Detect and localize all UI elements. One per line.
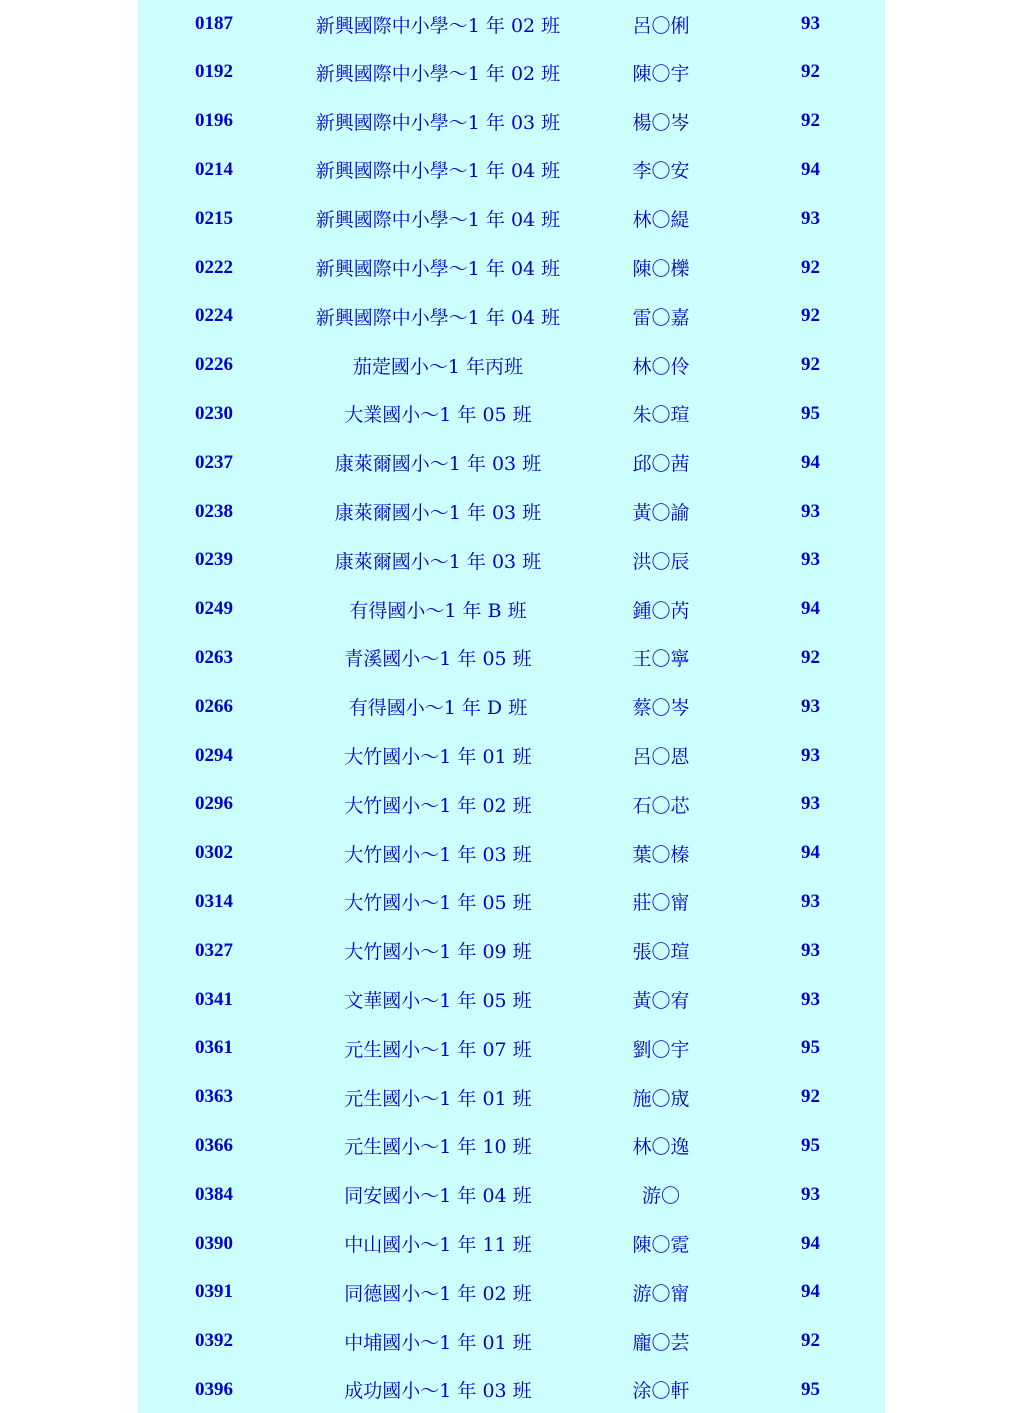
student-id-cell: 0215 (195, 207, 233, 229)
table-row (138, 926, 885, 975)
table-row (138, 487, 885, 536)
school-class-cell: 康萊爾國小～1 年 03 班 (334, 453, 542, 476)
school-class-cell: 文華國小～1 年 05 班 (344, 990, 532, 1013)
school-class-cell: 新興國際中小學～1 年 03 班 (315, 111, 561, 134)
student-name-cell: 林〇伶 (632, 355, 690, 378)
student-id-cell: 0396 (195, 1378, 233, 1400)
table-row (138, 1317, 885, 1366)
student-id-cell: 0314 (195, 890, 233, 912)
school-class-cell: 有得國小～1 年 D 班 (348, 697, 528, 720)
student-id-cell: 0392 (195, 1330, 233, 1352)
student-name-cell: 劉〇宇 (632, 1038, 690, 1061)
student-id-cell: 0327 (195, 939, 233, 961)
score-cell: 93 (801, 13, 820, 34)
table-row (138, 243, 885, 292)
table-row (138, 292, 885, 341)
table-row (138, 829, 885, 878)
student-name-cell: 蔡〇岑 (632, 697, 690, 720)
score-cell: 92 (801, 256, 820, 278)
table-row (138, 878, 885, 927)
score-cell: 93 (801, 793, 820, 815)
student-name-cell: 龐〇芸 (632, 1331, 690, 1354)
school-class-cell: 新興國際中小學～1 年 04 班 (315, 306, 561, 329)
student-name-cell: 陳〇宇 (632, 62, 690, 85)
results-table (138, 0, 885, 1413)
student-name-cell: 涂〇軒 (632, 1380, 690, 1403)
school-class-cell: 新興國際中小學～1 年 04 班 (315, 209, 561, 232)
student-name-cell: 施〇宬 (632, 1087, 690, 1110)
table-row (138, 0, 885, 48)
school-class-cell: 大竹國小～1 年 05 班 (344, 892, 532, 915)
school-class-cell: 大竹國小～1 年 09 班 (344, 941, 532, 964)
student-name-cell: 王〇寧 (632, 648, 690, 671)
student-id-cell: 0222 (195, 256, 233, 278)
school-class-cell: 新興國際中小學～1 年 02 班 (315, 62, 561, 85)
student-name-cell: 呂〇恩 (632, 746, 690, 769)
table-row (138, 682, 885, 731)
student-id-cell: 0302 (195, 842, 233, 864)
table-row (138, 1024, 885, 1073)
student-id-cell: 0341 (195, 988, 233, 1010)
score-cell: 92 (801, 1330, 820, 1352)
score-cell: 92 (801, 305, 820, 327)
student-name-cell: 張〇瑄 (632, 941, 690, 964)
student-id-cell: 0238 (195, 500, 233, 522)
score-cell: 92 (801, 1086, 820, 1108)
table-row (138, 146, 885, 195)
student-id-cell: 0361 (195, 1037, 233, 1059)
student-id-cell: 0192 (195, 61, 233, 83)
score-cell: 93 (801, 1183, 820, 1205)
score-cell: 93 (801, 207, 820, 229)
school-class-cell: 康萊爾國小～1 年 03 班 (334, 502, 542, 525)
table-row (138, 536, 885, 585)
score-cell: 94 (801, 158, 820, 180)
score-cell: 94 (801, 451, 820, 473)
school-class-cell: 元生國小～1 年 01 班 (344, 1087, 532, 1110)
student-name-cell: 鍾〇芮 (632, 599, 690, 622)
score-cell: 92 (801, 354, 820, 376)
student-id-cell: 0214 (195, 158, 233, 180)
school-class-cell: 同安國小～1 年 04 班 (344, 1185, 532, 1208)
student-id-cell: 0390 (195, 1232, 233, 1254)
student-id-cell: 0391 (195, 1281, 233, 1303)
school-class-cell: 茄萣國小～1 年丙班 (352, 355, 524, 378)
score-cell: 95 (801, 1134, 820, 1156)
table-row (138, 438, 885, 487)
school-class-cell: 有得國小～1 年 B 班 (349, 599, 527, 622)
student-name-cell: 石〇芯 (632, 794, 690, 817)
school-class-cell: 元生國小～1 年 10 班 (344, 1136, 532, 1159)
student-name-cell: 林〇逸 (632, 1136, 690, 1159)
table-row (138, 975, 885, 1024)
table-row (138, 97, 885, 146)
student-id-cell: 0239 (195, 549, 233, 571)
table-row (138, 780, 885, 829)
score-cell: 95 (801, 1378, 820, 1400)
score-cell: 92 (801, 61, 820, 83)
results-table-body (138, 0, 885, 1413)
student-id-cell: 0237 (195, 451, 233, 473)
student-name-cell: 雷〇嘉 (632, 306, 690, 329)
score-cell: 93 (801, 500, 820, 522)
student-name-cell: 李〇安 (632, 160, 690, 183)
student-id-cell: 0294 (195, 744, 233, 766)
score-cell: 94 (801, 1232, 820, 1254)
school-class-cell: 大業國小～1 年 05 班 (344, 404, 532, 427)
table-row (138, 48, 885, 97)
student-name-cell: 呂〇俐 (632, 14, 690, 37)
table-row (138, 1170, 885, 1219)
table-row (138, 1219, 885, 1268)
score-cell: 93 (801, 695, 820, 717)
table-row (138, 341, 885, 390)
student-name-cell: 邱〇茜 (632, 453, 690, 476)
school-class-cell: 成功國小～1 年 03 班 (344, 1380, 532, 1403)
table-row (138, 1073, 885, 1122)
school-class-cell: 大竹國小～1 年 01 班 (344, 746, 532, 769)
school-class-cell: 大竹國小～1 年 03 班 (344, 843, 532, 866)
table-row (138, 390, 885, 439)
school-class-cell: 康萊爾國小～1 年 03 班 (334, 550, 542, 573)
score-cell: 94 (801, 598, 820, 620)
student-id-cell: 0196 (195, 110, 233, 132)
student-name-cell: 莊〇甯 (632, 892, 690, 915)
table-row (138, 731, 885, 780)
school-class-cell: 新興國際中小學～1 年 04 班 (315, 258, 561, 281)
student-id-cell: 0249 (195, 598, 233, 620)
school-class-cell: 新興國際中小學～1 年 02 班 (315, 14, 561, 37)
student-id-cell: 0230 (195, 402, 233, 424)
student-name-cell: 黃〇諭 (632, 502, 690, 525)
score-cell: 94 (801, 1281, 820, 1303)
school-class-cell: 元生國小～1 年 07 班 (344, 1038, 532, 1061)
student-name-cell: 林〇緹 (632, 209, 690, 232)
score-cell: 95 (801, 1037, 820, 1059)
student-name-cell: 游〇甯 (632, 1282, 690, 1305)
score-cell: 93 (801, 744, 820, 766)
student-name-cell: 葉〇榛 (632, 843, 690, 866)
student-name-cell: 陳〇霓 (632, 1234, 690, 1257)
score-cell: 94 (801, 842, 820, 864)
school-class-cell: 青溪國小～1 年 05 班 (344, 648, 532, 671)
table-row (138, 1366, 885, 1413)
student-id-cell: 0187 (195, 13, 233, 34)
student-id-cell: 0266 (195, 695, 233, 717)
score-cell: 93 (801, 549, 820, 571)
student-id-cell: 0224 (195, 305, 233, 327)
student-id-cell: 0366 (195, 1134, 233, 1156)
student-id-cell: 0363 (195, 1086, 233, 1108)
student-name-cell: 黃〇宥 (632, 990, 690, 1013)
student-name-cell: 楊〇岑 (632, 111, 690, 134)
table-row (138, 1268, 885, 1317)
student-name-cell: 游〇 (641, 1185, 680, 1208)
score-cell: 92 (801, 646, 820, 668)
school-class-cell: 中埔國小～1 年 01 班 (344, 1331, 532, 1354)
student-id-cell: 0263 (195, 646, 233, 668)
student-name-cell: 陳〇櫟 (632, 258, 690, 281)
school-class-cell: 中山國小～1 年 11 班 (344, 1234, 532, 1257)
school-class-cell: 同德國小～1 年 02 班 (344, 1282, 532, 1305)
score-cell: 92 (801, 110, 820, 132)
table-row (138, 1122, 885, 1171)
table-row (138, 585, 885, 634)
table-row (138, 634, 885, 683)
table-row (138, 194, 885, 243)
student-name-cell: 朱〇瑄 (632, 404, 690, 427)
student-id-cell: 0226 (195, 354, 233, 376)
student-id-cell: 0296 (195, 793, 233, 815)
score-cell: 93 (801, 939, 820, 961)
student-id-cell: 0384 (195, 1183, 233, 1205)
school-class-cell: 大竹國小～1 年 02 班 (344, 794, 532, 817)
score-cell: 93 (801, 890, 820, 912)
score-cell: 95 (801, 402, 820, 424)
student-name-cell: 洪〇辰 (632, 550, 690, 573)
score-cell: 93 (801, 988, 820, 1010)
school-class-cell: 新興國際中小學～1 年 04 班 (315, 160, 561, 183)
